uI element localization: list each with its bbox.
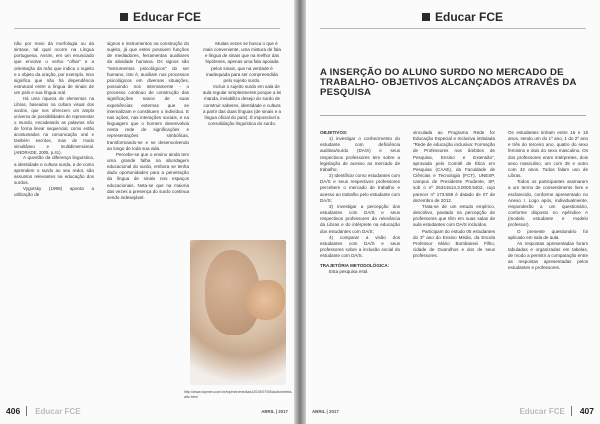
header-divider [320,28,586,29]
article-title: A INSERÇÃO DO ALUNO SURDO NO MERCADO DE TRABALHO- OBJETIVOS ALCANÇADOS ATRAVÉS DA PESQUISA [320,67,577,98]
paragraph: O presente questionário foi aplicado em sala de aula. [508,228,588,240]
paragraph: Incluir o sujeito surdo em sala de aula regular simplesmente porque a lei manda, inviabilizo desejo do surdo de construir saberes, identidade e cultura a partir das duas línguas (de sinais e a língua oficial do país). É impossível a consolidação linguística do surdo. [202,84,282,127]
paragraph: A questão da diferença linguística, a identidade e cultura surda, e de como aprendem o surdo ao seu redor, são assuntos relevantes na educação dos surdos. [14,155,94,186]
spine-gutter [294,0,306,424]
page-number: 407 [579,406,594,416]
left-page-header [120,6,201,28]
right-col-3 [508,130,588,272]
paragraph: vinculada ao Programa Rede for Educação Especial e Inclusiva intitulada "Rede de educação inclusiva: Formação de Professores nos âmbitos de Pesquisa, Ensino e Extensão", aprovada pelo Comitê de Ética em Pesquisa (CAAE), da Faculdade de Ciências e Tecnologia (FCT), UNESP, campus de Presidente Prudente, SP, sob o nº 26341614.3.0000.5402, cujo parecer nº 173.558 é datado de 07 de dezembro de 2012. [413,130,495,203]
title-divider [320,115,586,116]
left-page [0,0,294,424]
child-listening-photo [190,240,286,385]
paragraph: Muitas vezes se busca o que é mais conveniente, uma mistura de fala e língua de sinais que na melhor das hipóteses, apenas uma fala apoiada pelos sinais, que na verdade é inadequada para ser compreendida pelo sujeito surdo. [203,41,281,83]
header-square-icon [422,13,430,21]
right-footer [312,404,594,418]
right-page [306,0,600,424]
paragraph: 4) comparar a visão dos estudantes com DA/S e seus professores sobre a inclusão social do estudante com DA/S. [320,234,400,259]
right-col-2 [413,130,495,259]
left-col-2 [107,41,189,201]
right-page-header [422,6,503,28]
paragraph: Vygotsky (1998) aponta a utilização de [14,186,94,198]
paragraph: Os estudantes tinham entre 16 e 18 anos, sendo um do 1º ano, 1 do 2º ano e três do terceiro ano, quatro do sexo feminino e dois do sexo masculino. Os dos professores eram intérpretes, dois sexo masculino, um com 35 e outro com 42 anos. Todos falam uso de Libras. [508,130,588,179]
paragraph: 3) investigar a percepção dos estudantes com DA/S e seus respectivos professores da relevância da Libras e do intérprete na educação dos estudantes com DA/S; [320,203,400,234]
header-square-icon [120,13,128,21]
paragraph: Esta pesquisa está [329,269,368,275]
right-col-1 [320,130,400,276]
paragraph: 1) investigar o conhecimento do estudante com deficiência auditiva/surdo (DA/S) e seus respectivos professores tem sobre a legislação de acesso ao mercado de trabalho; [320,136,400,172]
paragraph: Trata-se de um estudo empírico, descritivo, pautado na percepção de professores que têm em suas salas de aula estudantes com DA/S incluídos. [413,203,495,228]
footer-divider [571,406,572,416]
paragraph: Percebe-se que o ensino ainda tem uma grande falha na abordagem educacional do surdo, embora se tenha dado oportunidades para a penetração da língua de sinais nos espaços educacionais. Nota-se que na maioria das vezes a presença do surdo continua sendo indesejável. [107,151,189,200]
section-heading: OBJETIVOS: [320,130,348,135]
paragraph: Todos os participantes assinaram a um termo de consentimento livre e esclarecido, conforme apresentado no Anexo I. Logo após, individualmente, responderão a um questionário, conforme disposto no Apêndice A (modelo estudante e modelo professor). [508,179,588,228]
left-col-1 [14,41,94,199]
paragraph: signos e instrumentos na construção do sujeito, já que estes possuem funções de mediadores, ferramentas auxiliares da atividade humana. Os signos são "instrumentos psicológicos" do ser humano, isto é, auxiliam nos processos psicológicos em diversas situações, possuindo nos internamente - o processo contínuo de construção das significações nasce de suas experiências externas que se internalizam e constituem o indivíduo. E nas ações, nas interações sociais, e na linguagem que o homem desenvolvia nesta rede de significações e representações simbólicas, transformando-se e se desenvolvendo ao longo de toda sua vida. [107,41,189,151]
paragraph: As respostas apresentadas foram tabuladas e organizadas em tabelas, de modo a permitir a comparação entre as respostas apresentadas pelos estudantes e professores. [508,240,588,271]
header-title: Educar FCE [435,10,504,24]
header-title: Educar FCE [133,10,202,24]
paragraph: não por meio da morfologia ou da sintaxe, tal qual ocorre na Língua portuguesa. Assim, em um enunciado que envolve o verbo "olhar" e a orientação da mão que indica o sujeito e o objeto da oração, por exemplo. Isso significa que não há dependência estrutural entre a língua de sinais de um país e sua língua oral. [14,41,94,96]
left-footer [6,404,288,418]
left-col-3 [202,41,282,127]
quote-paragraph: Há uma riqueza de elementos na Libras, baseados na cultura visual dos surdos, que nos oferecem um amplo universo de possibilidades de representar o mundo, encadeando as palavras não de forma linear sequencial, como estão acostumados na comunicação oral e também escritos, mas de modo simultâneo e multidimensional. (ANDRADE, 2005, p.41). [14,96,94,155]
paragraph: Participam do estudo 05 estudantes do 3º ano do Ensino Médio, da Escola Professor Mário Bombassei Filho, cidade de Guarulhos e dos de seus professores. [413,228,495,259]
header-divider [14,28,280,29]
paragraph: 2) Identificar como estudantes com DA/S e seus respectivos professores percebem o mercado de trabalho e acesso ao trabalho pelo estudante com DA/S; [320,173,400,203]
hand-to-ear-image [245,280,285,320]
section-heading: TRAJETÓRIA METODOLÓGICA: [320,263,390,269]
footer-brand: Educar FCE [519,406,565,416]
footer-brand: Educar FCE [35,406,81,416]
photo-caption: http://www.topmen.com.br/topmen/media/u/2015/07/05/audiometria-alto.html [184,390,293,399]
page-number: 406 [6,406,21,416]
footer-date: ABRIL | 2017 [312,408,339,414]
footer-divider [26,406,27,416]
footer-date: ABRIL | 2017 [261,408,288,414]
